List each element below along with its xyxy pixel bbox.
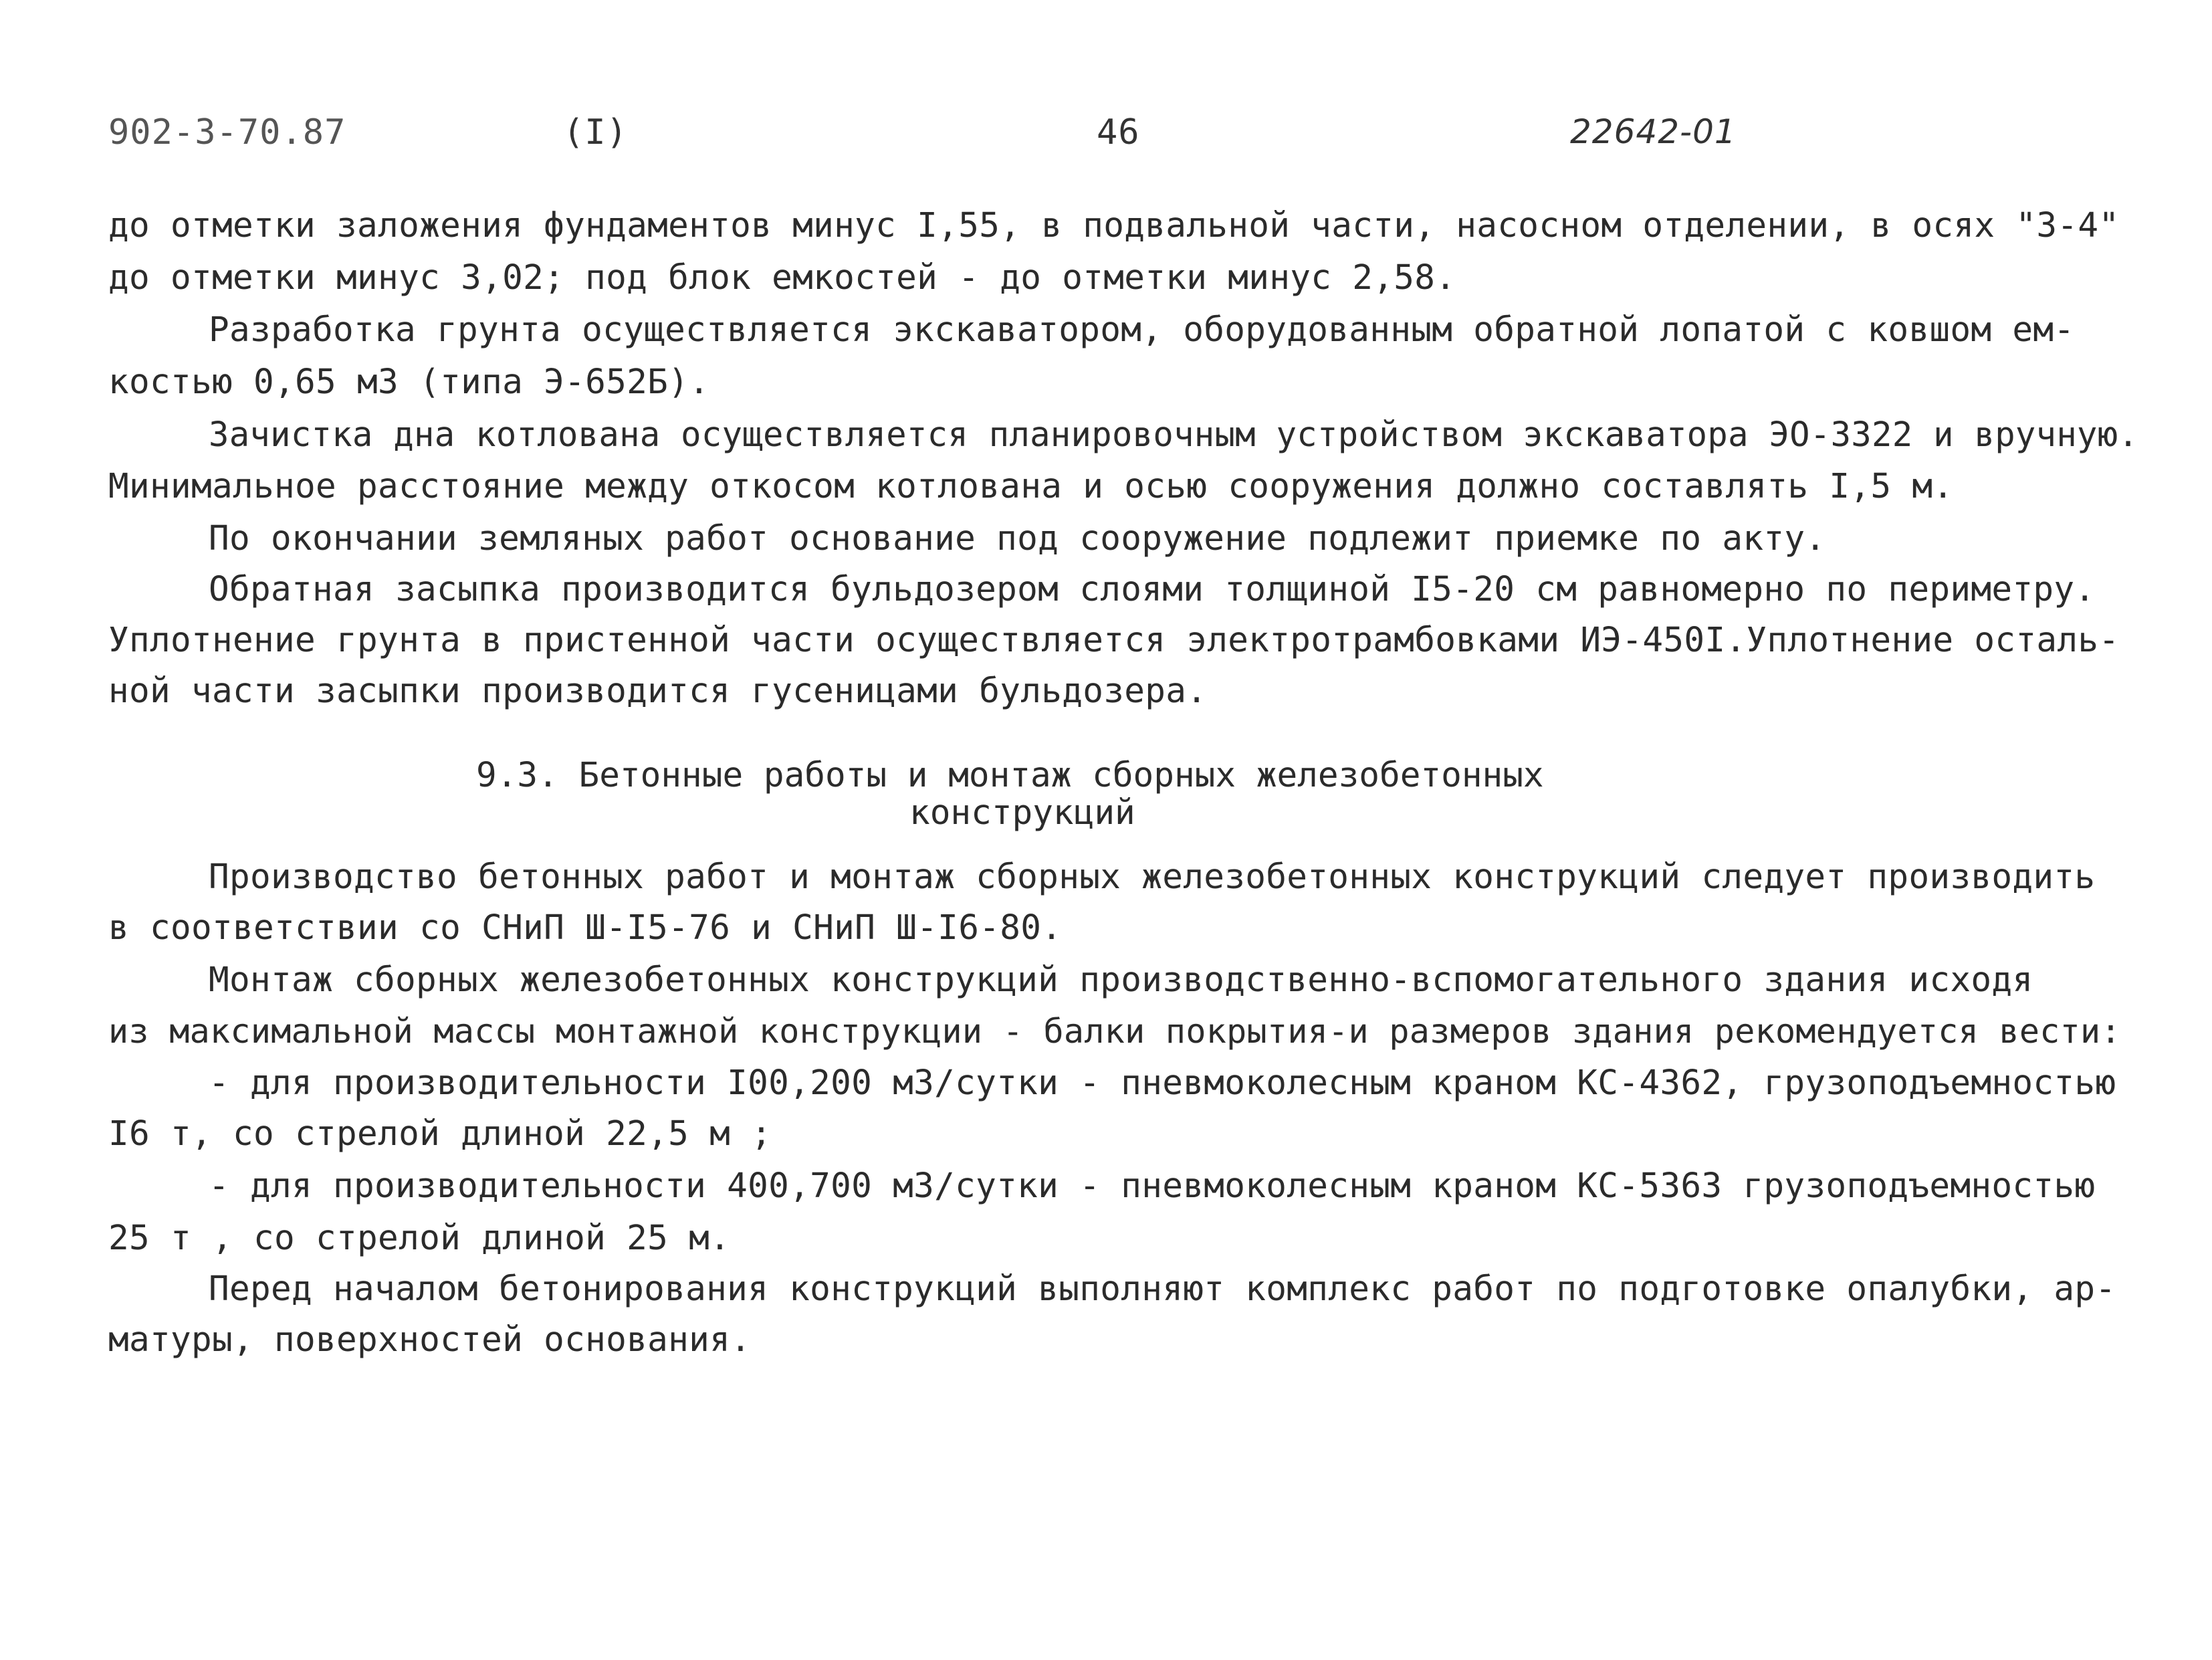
text-line: матуры, поверхностей основания. — [108, 1320, 752, 1360]
text-line: из максимальной массы монтажной конструкции - балки покрытия-и размеров здания рекомендуется вести: — [108, 1012, 2121, 1051]
text-line: костью 0,65 м3 (типа Э-652Б). — [108, 362, 710, 402]
text-line: Монтаж сборных железобетонных конструкций производственно-вспомогательного здания исходя — [209, 960, 2033, 1000]
text-line: Уплотнение грунта в пристенной части осуществляется электротрамбовками ИЭ-450I.Уплотнение осталь- — [108, 621, 2120, 660]
text-line: в соответствии со СНиП Ш-I5-76 и СНиП Ш-I6-80. — [108, 908, 1063, 948]
section-heading-line2: конструкций — [909, 793, 1135, 833]
text-line: - для производительности I00,200 м3/сутки - пневмоколесным краном КС-4362, грузоподъемностью — [209, 1063, 2116, 1103]
volume-number: (I) — [563, 112, 628, 152]
text-line: Минимальное расстояние между откосом котлована и осью сооружения должно составлять I,5 м. — [108, 467, 1954, 506]
text-line: - для производительности 400,700 м3/сутки - пневмоколесным краном КС-5363 грузоподъемностью — [209, 1166, 2096, 1206]
drawing-reference: 22642-01 — [1570, 112, 1737, 151]
text-line: Перед началом бетонирования конструкций выполняют комплекс работ по подготовке опалубки, ар- — [209, 1269, 2116, 1309]
page-number: 46 — [1097, 112, 1140, 152]
text-line: ной части засыпки производится гусеницами бульдозера. — [108, 671, 1208, 711]
text-line: 25 т , со стрелой длиной 25 м. — [108, 1219, 731, 1258]
section-heading-line1: 9.3. Бетонные работы и монтаж сборных железобетонных — [476, 756, 1544, 795]
text-line: I6 т, со стрелой длиной 22,5 м ; — [108, 1114, 772, 1154]
document-code: 902-3-70.87 — [108, 112, 346, 152]
text-line: до отметки заложения фундаментов минус I,55, в подвальной части, насосном отделении, в осях "3-4" — [108, 206, 2120, 245]
text-line: Обратная засыпка производится бульдозером слоями толщиной I5-20 см равномерно по периметру. — [209, 570, 2096, 609]
text-line: По окончании земляных работ основание под сооружение подлежит приемке по акту. — [209, 519, 1826, 558]
text-line: Зачистка дна котлована осуществляется планировочным устройством экскаватора ЭО-3322 и вручную. — [209, 415, 2139, 454]
text-line: до отметки минус 3,02; под блок емкостей - до отметки минус 2,58. — [108, 258, 1456, 298]
text-line: Разработка грунта осуществляется экскаватором, оборудованным обратной лопатой с ковшом ем- — [209, 310, 2075, 350]
text-line: Производство бетонных работ и монтаж сборных железобетонных конструкций следует производить — [209, 857, 2096, 897]
